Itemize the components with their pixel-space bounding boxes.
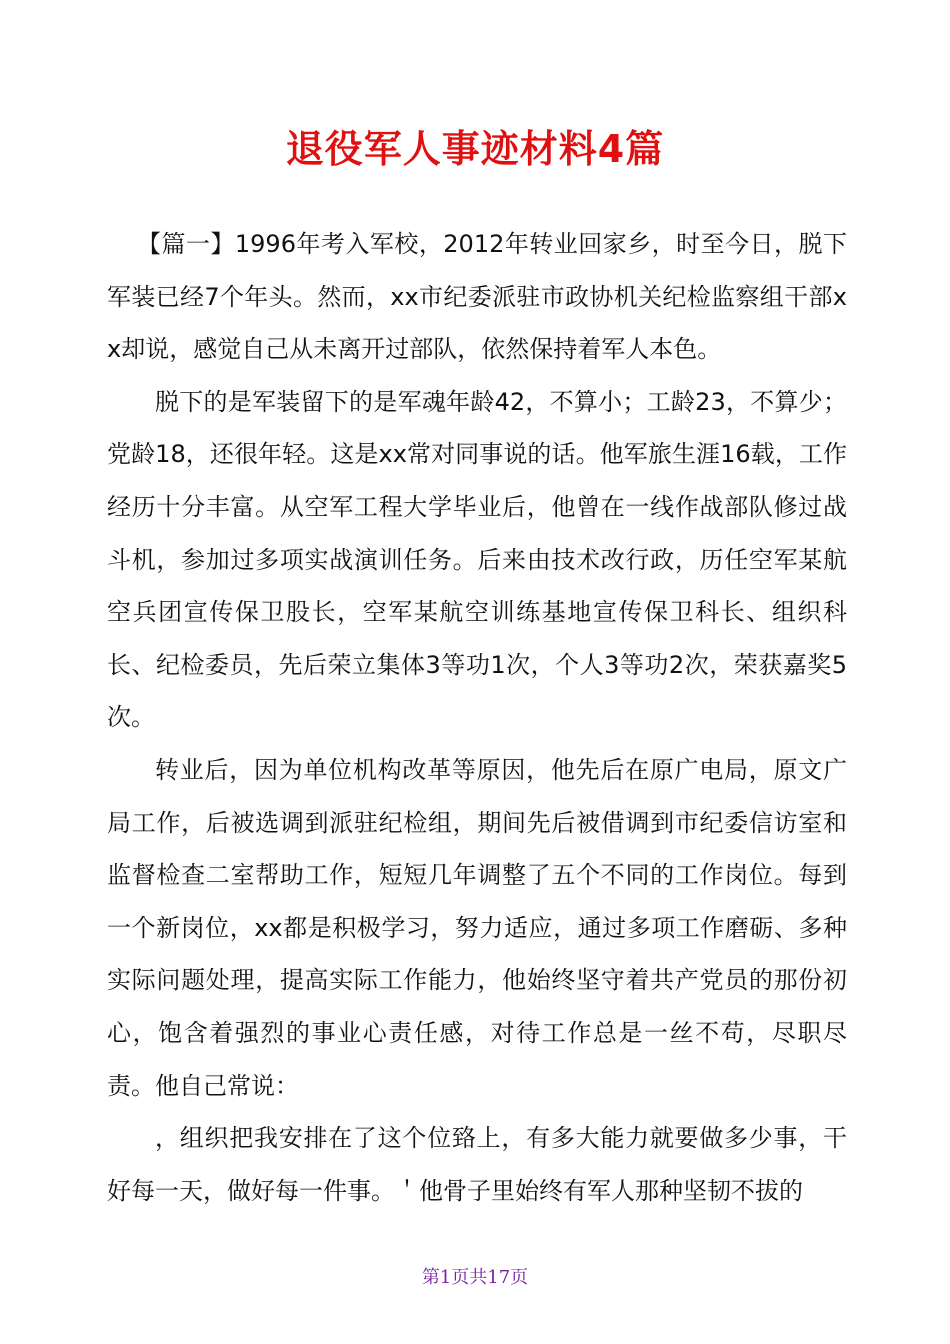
paragraph-4: ，组织把我安排在了这个位臵上，有多大能力就要做多少事，干好每一天，做好每一件事。＇他骨子里始终有军人那种坚韧不拔的	[107, 1124, 847, 1205]
paragraph-2: 脱下的是军装留下的是军魂年龄42，不算小；工龄23，不算少；党龄18，还很年轻。这是xx常对同事说的话。他军旅生涯16载，工作经历十分丰富。从空军工程大学毕业后，他曾在一线作战部队修过战斗机，参加过多项实战演训任务。后来由技术改行政，历任空军某航空兵团宣传保卫股长，空军某航空训练基地宣传保卫科长、组织科长、纪检委员，先后荣立集体3等功1次，个人3等功2次，荣获嘉奖5次。	[107, 387, 847, 732]
paragraph-3: 转业后，因为单位机构改革等原因，他先后在原广电局，原文广局工作，后被选调到派驻纪检组，期间先后被借调到市纪委信访室和监督检查二室帮助工作，短短几年调整了五个不同的工作岗位。每到一个新岗位，xx都是积极学习，努力适应，通过多项工作磨砺、多种实际问题处理，提高实际工作能力，他始终坚守着共产党员的那份初心，饱含着强烈的事业心责任感，对待工作总是一丝不苟，尽职尽责。他自己常说：	[107, 755, 847, 1100]
document-title: 退役军人事迹材料4篇	[285, 127, 665, 172]
document-body	[107, 218, 847, 1217]
page-number-footer: 第1页共17页	[421, 1267, 529, 1288]
paragraph-1: 【篇一】1996年考入军校，2012年转业回家乡，时至今日，脱下军装已经7个年头。然而，xx市纪委派驻市政协机关纪检监察组干部xx却说，感觉自己从未离开过部队，依然保持着军人本色。	[107, 230, 847, 364]
